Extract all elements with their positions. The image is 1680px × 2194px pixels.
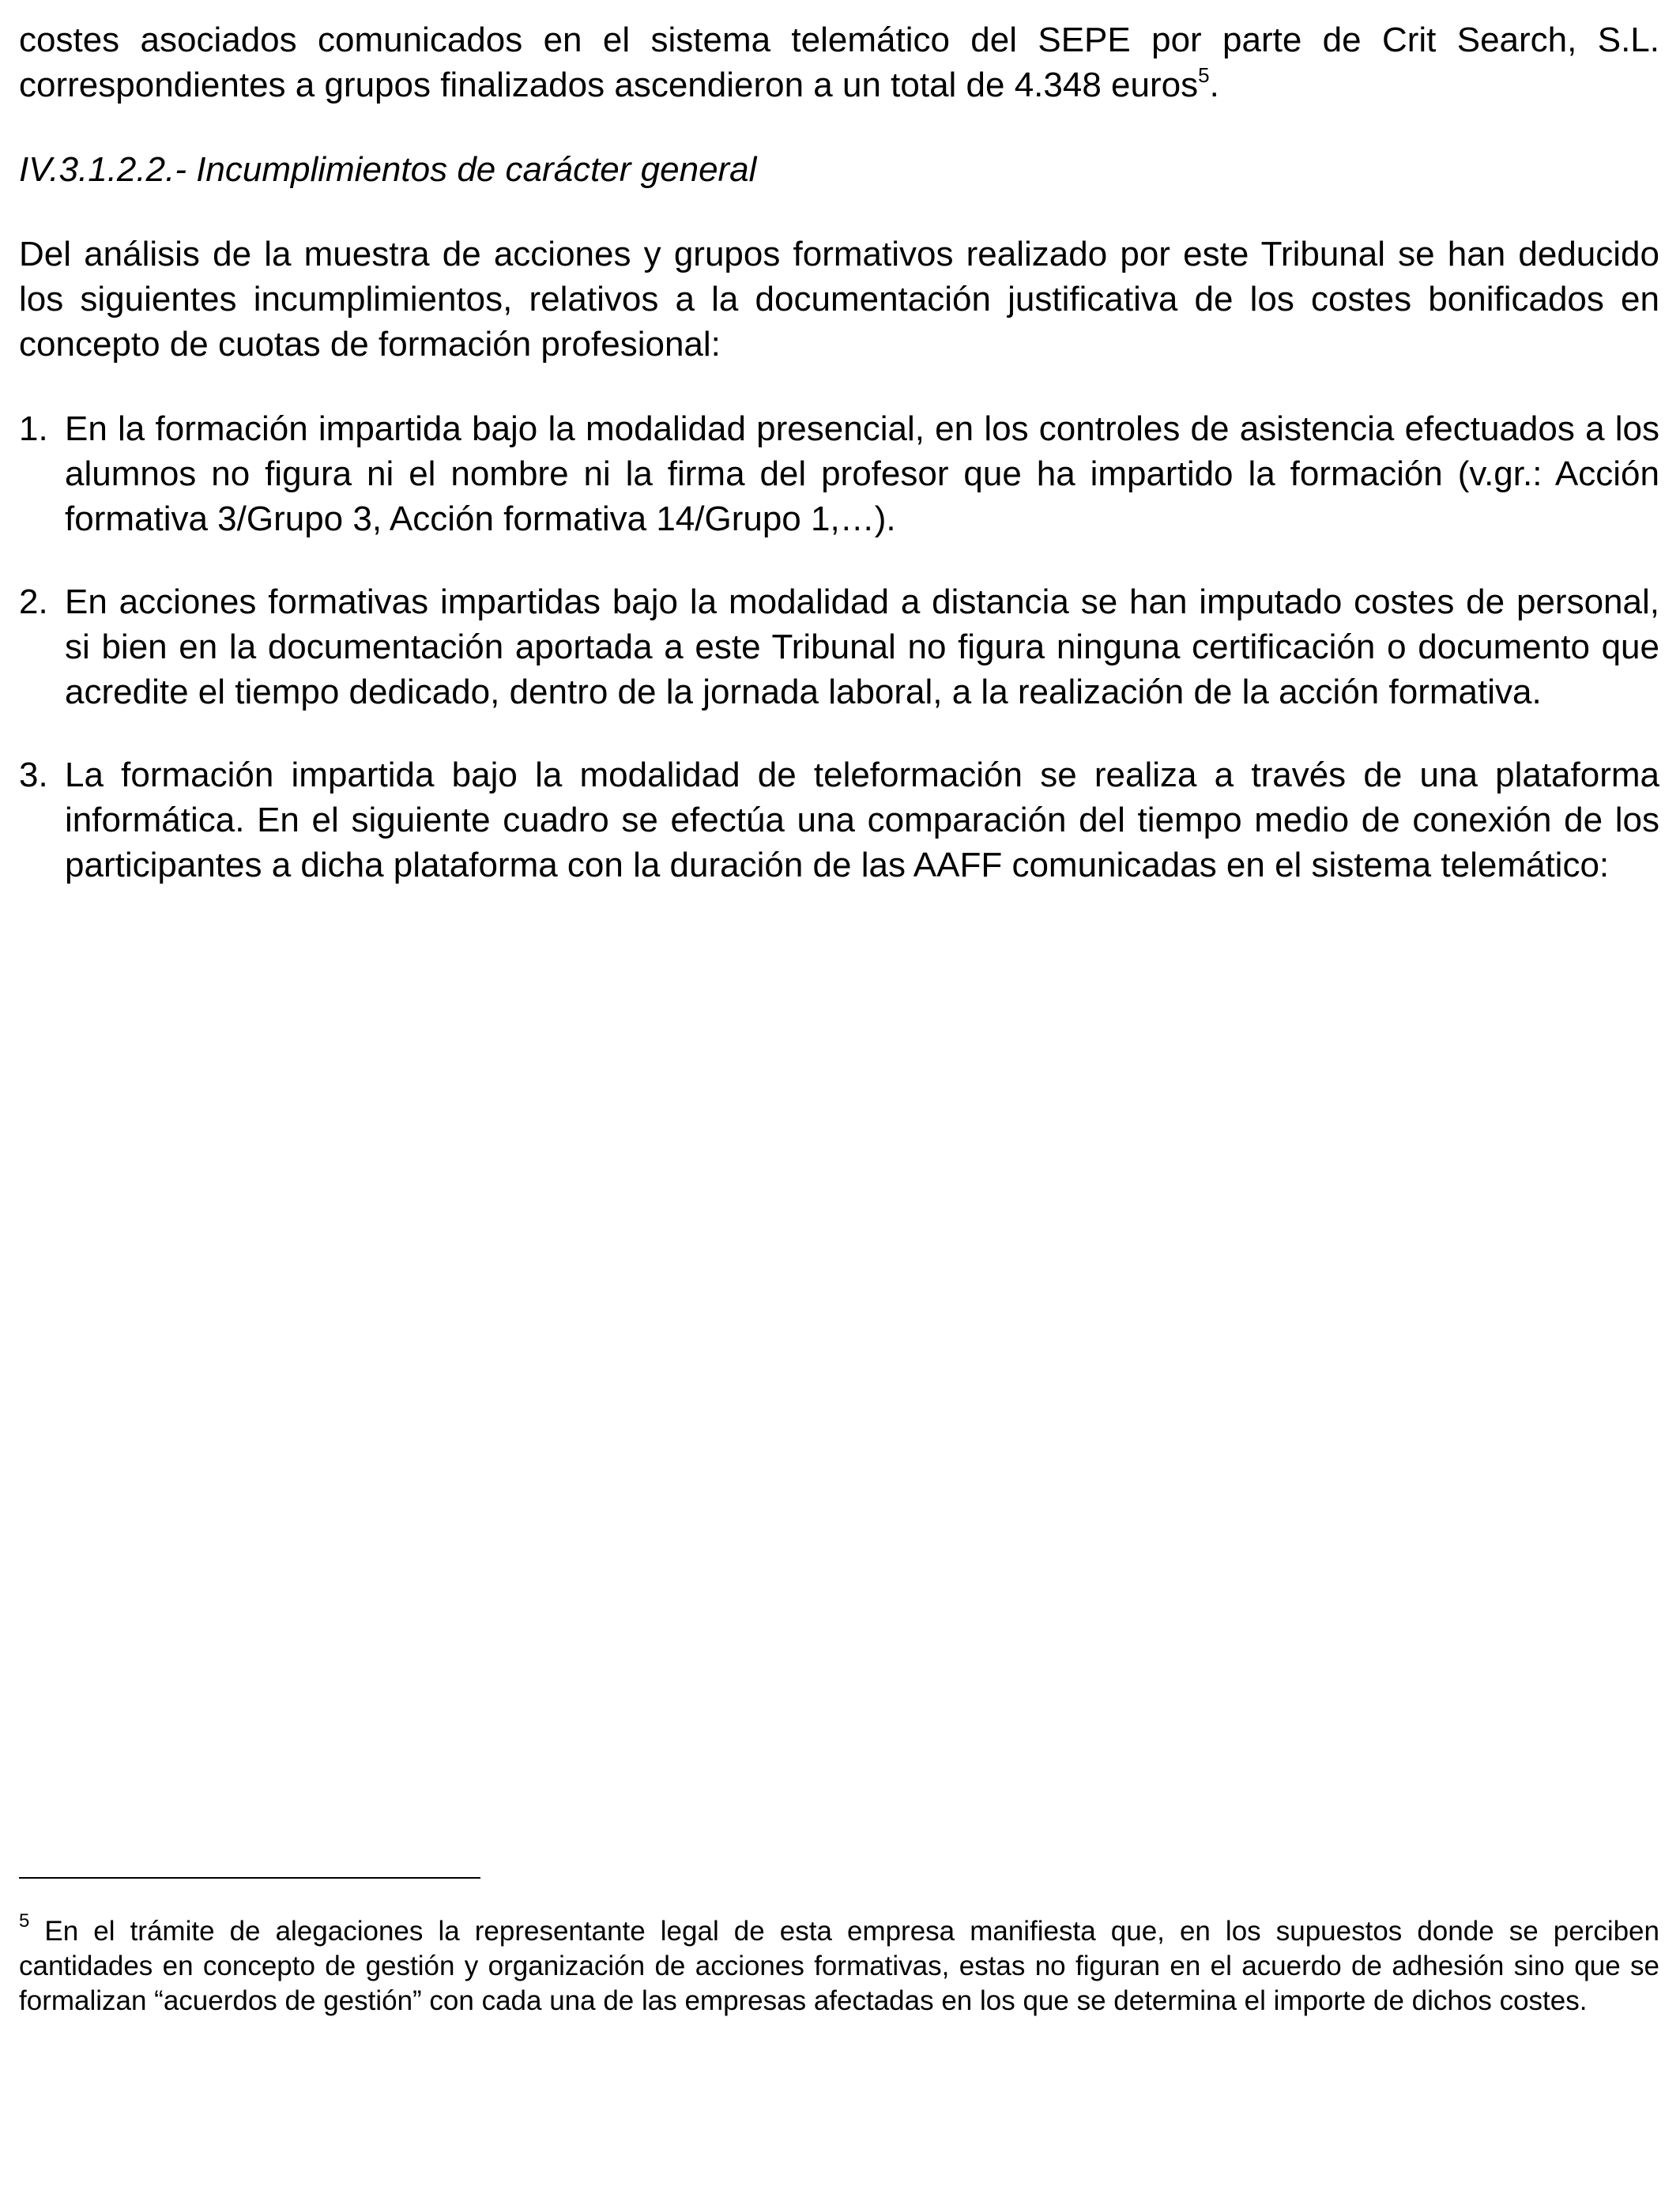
list-item-text: La formación impartida bajo la modalidad de teleformación se realiza a través de una plataforma informática. En el siguiente cuadro se efectúa una comparación del tiempo medio de conexión de los participantes a dicha plataforma con la duración de las AAFF comunicadas en el sistema telemático:	[65, 756, 1659, 884]
list-item-number: 3.	[19, 756, 48, 794]
list-item	[19, 406, 1659, 541]
list-item	[19, 752, 1659, 888]
list-item-number: 1.	[19, 409, 48, 448]
list-item-text: En acciones formativas impartidas bajo la modalidad a distancia se han imputado costes de personal, si bien en la documentación aportada a este Tribunal no figura ninguna certificación o documento que acredite el tiempo dedicado, dentro de la jornada laboral, a la realización de la acción formativa.	[65, 582, 1659, 711]
footnote	[19, 1910, 1659, 2019]
footnote-marker: 5	[19, 1910, 30, 1932]
footnote-reference[interactable]: 5	[1198, 63, 1210, 88]
section-heading: IV.3.1.2.2.- Incumplimientos de carácter general	[19, 150, 757, 189]
list-item-text: En la formación impartida bajo la modalidad presencial, en los controles de asistencia efectuados a los alumnos no figura ni el nombre ni la firma del profesor que ha impartido la formación (v.gr.: Acción formativa 3/Grupo 3, Acción formativa 14/Grupo 1,…).	[65, 409, 1659, 538]
list-item-number: 2.	[19, 582, 48, 621]
document-page	[19, 17, 1659, 925]
list-item	[19, 579, 1659, 714]
intro-text: costes asociados comunicados en el sistema telemático del SEPE por parte de Crit Search, S.L. correspondientes a grupos finalizados ascendieron a un total de 4.348 euros	[19, 21, 1659, 104]
footnote-separator	[19, 1877, 480, 1879]
intro-paragraph	[19, 17, 1659, 107]
footnote-text: En el trámite de alegaciones la representante legal de esta empresa manifiesta que, en los supuestos donde se perciben cantidades en concepto de gestión y organización de acciones formativas, estas no figuran en el acuerdo de adhesión sino que se formalizan “acuerdos de gestión” con cada una de las empresas afectadas en los que se determina el importe de dichos costes.	[19, 1916, 1659, 2016]
intro-end: .	[1209, 66, 1219, 104]
findings-list	[19, 406, 1659, 888]
section-paragraph: Del análisis de la muestra de acciones y grupos formativos realizado por este Tribunal se han deducido los siguientes incumplimientos, relativos a la documentación justificativa de los costes bonificados en concepto de cuotas de formación profesional:	[19, 235, 1659, 364]
